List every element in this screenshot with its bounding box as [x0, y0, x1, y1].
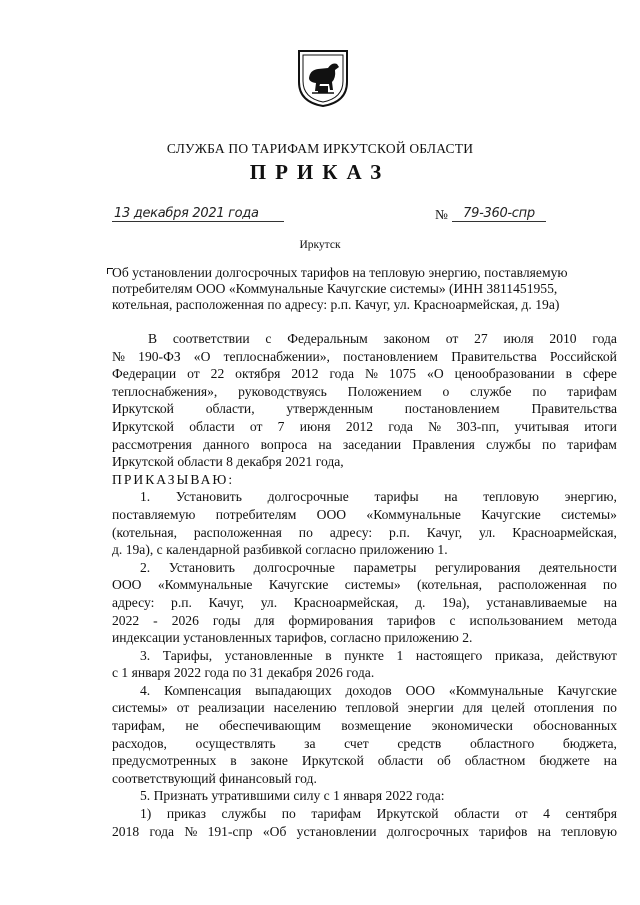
- body-text-line: [112, 348, 617, 366]
- body-text-line: [112, 576, 617, 594]
- body-word: постановлением: [404, 401, 500, 417]
- body-word: энергии: [407, 700, 454, 716]
- body-word: 1.: [140, 489, 151, 505]
- body-word: установлении: [296, 823, 377, 839]
- body-word: областного: [469, 735, 535, 751]
- body-word: №: [184, 823, 198, 839]
- body-word: по: [298, 524, 313, 540]
- body-word: тарифам: [567, 383, 617, 399]
- body-word: поставляемую: [112, 506, 196, 522]
- body-word: Тарифы,: [162, 647, 213, 663]
- body-word: экономически: [431, 718, 513, 734]
- body-word: д.: [415, 594, 426, 610]
- body-text-line: ПРИКАЗЫВАЮ:: [112, 471, 235, 487]
- body-word: не: [185, 718, 199, 734]
- body-word: населению: [273, 700, 337, 716]
- body-word: предусмотренных: [112, 753, 217, 769]
- body-word: законе: [250, 753, 288, 769]
- body-word: -: [153, 612, 158, 628]
- body-word: 2018: [112, 823, 140, 839]
- body-word: 7: [277, 418, 285, 434]
- body-word: «Коммунальные: [157, 577, 253, 593]
- body-word: выпадающих: [255, 682, 332, 698]
- body-word: на: [603, 594, 617, 610]
- body-text-line: [112, 365, 617, 383]
- body-word: реализации: [198, 700, 265, 716]
- body-word: системы»: [561, 506, 617, 522]
- body-word: 4: [543, 806, 550, 822]
- body-word: с: [449, 612, 456, 628]
- body-word: расположенная: [193, 524, 282, 540]
- body-text-line: [112, 436, 617, 454]
- body-word: Иркутской: [301, 753, 364, 769]
- body-word: тарифов: [387, 612, 436, 628]
- body-text-line: [112, 647, 617, 665]
- organization-name: СЛУЖБА ПО ТАРИФАМ ИРКУТСКОЙ ОБЛАСТИ: [166, 141, 474, 156]
- body-word: ООО: [405, 682, 436, 698]
- body-word: службы: [486, 436, 531, 452]
- body-word: учитывая: [514, 418, 569, 434]
- body-word: ул.: [260, 594, 278, 610]
- city-name: Иркутск: [299, 239, 341, 251]
- body-word: тарифам: [567, 436, 617, 452]
- body-word: 3.: [140, 647, 151, 663]
- body-word: Установить: [175, 489, 242, 505]
- body-word: (котельная,: [112, 524, 177, 540]
- body-word: Установить: [168, 559, 235, 575]
- body-word: осуществлять: [195, 735, 276, 751]
- body-word: по: [541, 436, 557, 452]
- body-word: параметры: [353, 559, 417, 575]
- body-text-line: [112, 418, 617, 436]
- body-word: обеспечивающим: [219, 718, 321, 734]
- order-title: ПРИКАЗ: [249, 160, 391, 184]
- coat-of-arms-emblem: [296, 48, 350, 108]
- body-word: Правительства: [451, 348, 537, 364]
- body-word: «Об: [262, 823, 287, 839]
- body-word: деятельности: [539, 559, 617, 575]
- body-word: №: [364, 366, 378, 382]
- body-word: использованием: [469, 612, 564, 628]
- body-word: р.п.: [171, 594, 192, 610]
- body-word: В: [148, 331, 158, 346]
- body-word: области,: [205, 401, 255, 417]
- body-word: от: [187, 366, 200, 382]
- body-word: сфере: [582, 366, 617, 382]
- body-word: года: [329, 366, 355, 382]
- body-word: Качугские: [481, 506, 541, 522]
- body-word: долгосрочных: [386, 823, 469, 839]
- body-word: на: [444, 489, 458, 505]
- body-text-line: 5. Признать утратившими силу с 1 января 2022 года:: [140, 788, 445, 804]
- order-body: [112, 330, 617, 840]
- body-word: 2026: [171, 612, 199, 628]
- body-word: от: [445, 331, 459, 346]
- body-word: 27: [474, 331, 488, 346]
- body-word: установленные: [224, 647, 313, 663]
- body-word: по: [602, 577, 617, 593]
- body-word: тарифам,: [112, 718, 166, 734]
- body-word: средств: [397, 735, 442, 751]
- body-word: «Коммунальные: [366, 506, 461, 522]
- body-word: Красноармейская,: [293, 594, 399, 610]
- body-word: 4.: [140, 682, 151, 698]
- body-word: за: [304, 735, 316, 751]
- body-word: тепловой: [345, 700, 399, 716]
- body-word: о: [442, 383, 450, 399]
- body-word: приказ: [166, 806, 207, 822]
- body-word: Федеральным: [287, 331, 368, 346]
- body-word: области: [377, 753, 424, 769]
- body-word: 1075: [388, 366, 417, 382]
- body-word: по: [281, 806, 296, 822]
- body-text-line: [112, 383, 617, 401]
- body-word: заседании: [342, 436, 402, 452]
- body-word: июня: [299, 418, 331, 434]
- body-word: рассмотрения: [112, 436, 192, 452]
- body-word: года: [149, 823, 175, 839]
- body-word: тарифы: [374, 489, 419, 505]
- body-word: отопления: [533, 700, 594, 716]
- body-word: ООО: [112, 577, 142, 593]
- body-word: тепловую: [483, 489, 539, 505]
- body-text-line: [112, 594, 617, 612]
- body-word: р.п.: [388, 524, 410, 540]
- body-word: пункте: [344, 647, 384, 663]
- body-word: службы: [221, 806, 267, 822]
- body-word: 2010: [549, 331, 577, 346]
- body-word: области: [189, 418, 235, 434]
- subject-line: потребителям ООО «Коммунальные Качугские системы» (ИНН 3811451955,: [112, 280, 558, 296]
- body-word: 1): [140, 806, 152, 822]
- body-word: 190-ФЗ: [138, 348, 181, 364]
- body-word: 2022: [112, 612, 140, 628]
- body-word: июля: [503, 331, 534, 346]
- body-word: областном: [464, 753, 526, 769]
- body-word: №: [428, 418, 442, 434]
- body-word: доходов: [345, 682, 392, 698]
- body-word: по: [532, 383, 547, 399]
- body-word: обоснованных: [533, 718, 617, 734]
- body-word: области: [454, 806, 500, 822]
- body-word: действуют: [556, 647, 617, 663]
- body-word: возмещение: [341, 718, 412, 734]
- body-word: утвержденным: [286, 401, 373, 417]
- body-word: с: [265, 331, 272, 346]
- body-text-line: д. 19а), с календарной разбивкой согласно приложению 1.: [112, 542, 448, 558]
- body-word: 2012: [291, 366, 319, 382]
- body-word: (котельная,: [417, 577, 482, 593]
- body-word: устанавливаемые: [486, 594, 587, 610]
- body-word: 2012: [345, 418, 374, 434]
- body-word: Качуг,: [426, 524, 463, 540]
- body-word: энергию,: [564, 489, 617, 505]
- body-word: Качугские: [557, 682, 617, 698]
- body-text-line: [112, 752, 617, 770]
- body-word: в: [565, 366, 573, 382]
- body-text-line: Иркутской области 8 декабря 2021 года,: [112, 454, 344, 470]
- body-word: октября: [235, 366, 281, 382]
- body-word: 19а),: [442, 594, 470, 610]
- body-text-line: [112, 559, 617, 577]
- body-word: Российской: [549, 348, 617, 364]
- body-word: Федерации: [112, 366, 177, 382]
- body-word: года: [388, 418, 413, 434]
- order-number: 79-360-спр: [452, 206, 546, 222]
- body-word: №: [112, 348, 125, 364]
- body-text-line: [112, 524, 617, 542]
- body-word: приказа,: [494, 647, 544, 663]
- body-word: теплоснабжении»,: [223, 348, 330, 364]
- body-word: настоящего: [415, 647, 483, 663]
- body-word: 22: [210, 366, 225, 382]
- body-word: адресу:: [329, 524, 373, 540]
- subject-line: Об установлении долгосрочных тарифов на тепловую энергию, поставляемую: [112, 265, 568, 280]
- body-word: службе: [470, 383, 512, 399]
- body-word: Положением: [347, 383, 422, 399]
- body-word: от: [176, 700, 190, 716]
- body-word: Качугские: [268, 577, 329, 593]
- body-word: на: [603, 753, 617, 769]
- body-word: расположенная: [498, 577, 587, 593]
- body-text-line: [112, 805, 617, 823]
- body-text-line: [112, 682, 617, 700]
- body-text-line: [112, 699, 617, 717]
- body-text-line: [112, 400, 617, 418]
- body-word: 2.: [140, 559, 151, 575]
- body-word: «Коммунальные: [448, 682, 544, 698]
- body-word: 1: [396, 647, 404, 663]
- body-word: в: [325, 647, 332, 663]
- body-word: по: [602, 700, 617, 716]
- body-text-line: [112, 612, 617, 630]
- body-word: тарифам: [311, 806, 362, 822]
- body-word: сентября: [565, 806, 617, 822]
- body-word: долгосрочные: [267, 489, 349, 505]
- body-word: формирования: [288, 612, 374, 628]
- body-word: Качуг,: [208, 594, 245, 610]
- body-word: «О: [427, 366, 444, 382]
- body-word: для: [254, 612, 275, 628]
- body-word: для: [462, 700, 483, 716]
- body-word: на: [318, 436, 332, 452]
- body-word: от: [515, 806, 528, 822]
- body-word: Иркутской: [112, 418, 174, 434]
- body-word: теплоснабжения»,: [112, 383, 218, 399]
- body-word: об: [437, 753, 451, 769]
- body-word: метода: [577, 612, 617, 628]
- body-word: Иркутской: [376, 806, 439, 822]
- body-word: целей: [491, 700, 525, 716]
- body-word: расходов,: [112, 735, 167, 751]
- body-word: бюджета,: [562, 735, 617, 751]
- body-word: регулирования: [435, 559, 521, 575]
- body-text-line: [112, 717, 617, 735]
- body-text-line: соответствующий финансовый год.: [112, 770, 317, 786]
- body-word: законом: [383, 331, 431, 346]
- body-word: бюджете: [539, 753, 590, 769]
- body-word: в: [230, 753, 237, 769]
- body-text-line: [112, 330, 617, 348]
- body-word: Правительства: [531, 401, 617, 417]
- body-word: 191-спр: [207, 823, 253, 839]
- body-word: постановлением: [343, 348, 439, 364]
- body-word: данного: [203, 436, 250, 452]
- order-number-label: №: [435, 207, 448, 222]
- body-text-line: с 1 января 2022 года по 31 декабря 2026 года.: [112, 665, 375, 681]
- body-word: системы»: [112, 700, 168, 716]
- body-word: 303-пп,: [456, 418, 500, 434]
- body-text-line: [112, 506, 617, 524]
- body-word: долгосрочные: [253, 559, 335, 575]
- body-word: ООО: [316, 506, 347, 522]
- body-word: ул.: [479, 524, 496, 540]
- body-word: Иркутской: [112, 401, 174, 417]
- body-word: соответствии: [172, 331, 250, 346]
- body-word: тепловую: [561, 823, 617, 839]
- body-word: на: [537, 823, 551, 839]
- body-word: счет: [344, 735, 369, 751]
- body-word: тарифов: [479, 823, 528, 839]
- body-text-line: индексации установленных тарифов, согласно приложению 2.: [112, 630, 473, 646]
- body-word: системы»: [344, 577, 401, 593]
- body-word: адресу:: [112, 594, 155, 610]
- body-word: потребителям: [215, 506, 297, 522]
- body-text-line: [112, 488, 617, 506]
- body-text-line: [112, 823, 617, 841]
- body-word: ценообразовании: [454, 366, 555, 382]
- body-word: от: [249, 418, 263, 434]
- order-date: 13 декабря 2021 года: [112, 206, 284, 222]
- body-word: вопроса: [260, 436, 308, 452]
- body-word: «О: [193, 348, 211, 364]
- body-word: Правления: [412, 436, 475, 452]
- subject-line: котельная, расположенная по адресу: р.п. Качуг, ул. Красноармейская, д. 19а): [112, 296, 560, 312]
- body-word: итоги: [584, 418, 617, 434]
- body-word: руководствуясь: [238, 383, 327, 399]
- body-text-line: [112, 735, 617, 753]
- body-word: годы: [212, 612, 241, 628]
- order-subject: [112, 265, 617, 312]
- body-word: Красноармейская,: [512, 524, 617, 540]
- body-word: года: [592, 331, 617, 346]
- body-word: Компенсация: [164, 682, 242, 698]
